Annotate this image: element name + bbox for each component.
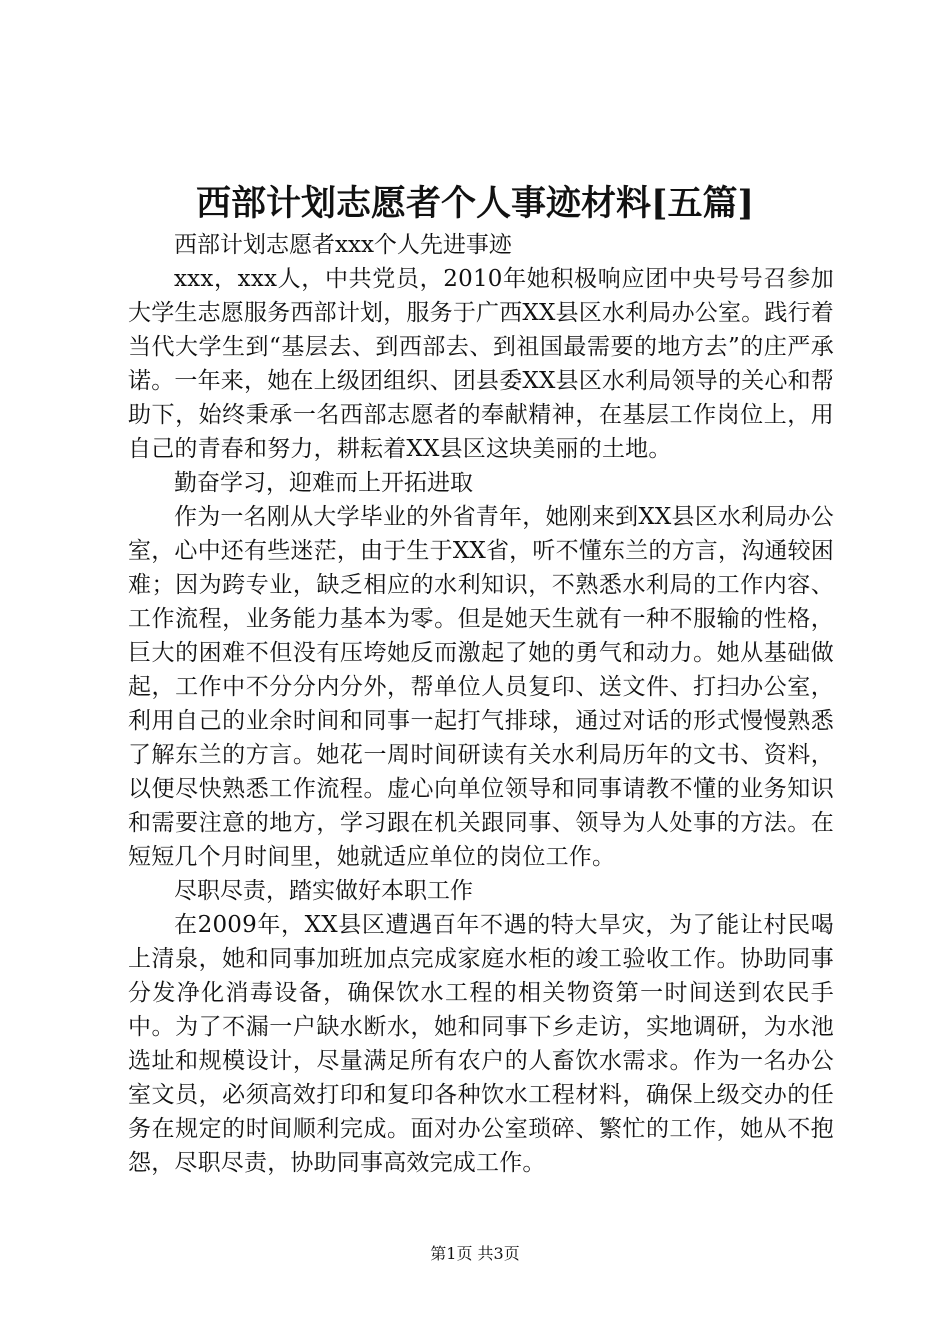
paragraph-intro: xxx，xxx人，中共党员，2010年她积极响应团中央号号召参加大学生志愿服务西部计划，服务于广西XX县区水利局办公室。践行着当代大学生到“基层去、到西部去、到祖国最需要的地方去”的庄严承诺。一年来，她在上级团组织、团县委XX县区水利局领导的关心和帮助下，始终秉承一名西部志愿者的奉献精神，在基层工作岗位上，用自己的青春和努力，耕耘着XX县区这块美丽的土地。	[128, 266, 834, 462]
paragraph-study: 作为一名刚从大学毕业的外省青年，她刚来到XX县区水利局办公室，心中还有些迷茫，由于生于XX省，听不懂东兰的方言，沟通较困难；因为跨专业，缺乏相应的水利知识，不熟悉水利局的工作内容、工作流程，业务能力基本为零。但是她天生就有一种不服输的性格，巨大的困难不但没有压垮她反而激起了她的勇气和动力。她从基础做起，工作中不分分内分外，帮单位人员复印、送文件、打扫办公室，利用自己的业余时间和同事一起打气排球，通过对话的形式慢慢熟悉了解东兰的方言。她花一周时间研读有关水利局历年的文书、资料，以便尽快熟悉工作流程。虚心向单位领导和同事请教不懂的业务知识和需要注意的地方，学习跟在机关跟同事、领导为人处事的方法。在短短几个月时间里，她就适应单位的岗位工作。	[128, 504, 834, 870]
document-subtitle: 西部计划志愿者xxx个人先进事迹	[174, 232, 512, 258]
section-heading-study: 勤奋学习，迎难而上开拓进取	[174, 470, 473, 496]
document-title: 西部计划志愿者个人事迹材料[五篇]	[195, 183, 755, 224]
section-heading-duty: 尽职尽责，踏实做好本职工作	[174, 878, 473, 904]
paragraph-duty: 在2009年，XX县区遭遇百年不遇的特大旱灾，为了能让村民喝上清泉，她和同事加班加点完成家庭水柜的竣工验收工作。协助同事分发净化消毒设备，确保饮水工程的相关物资第一时间送到农民手中。为了不漏一户缺水断水，她和同事下乡走访，实地调研，为水池选址和规模设计，尽量满足所有农户的人畜饮水需求。作为一名办公室文员，必须高效打印和复印各种饮水工程材料，确保上级交办的任务在规定的时间顺利完成。面对办公室琐碎、繁忙的工作，她从不抱怨，尽职尽责，协助同事高效完成工作。	[128, 912, 834, 1176]
page-number-footer: 第1页 共3页	[430, 1244, 520, 1263]
document-body	[128, 228, 834, 1180]
